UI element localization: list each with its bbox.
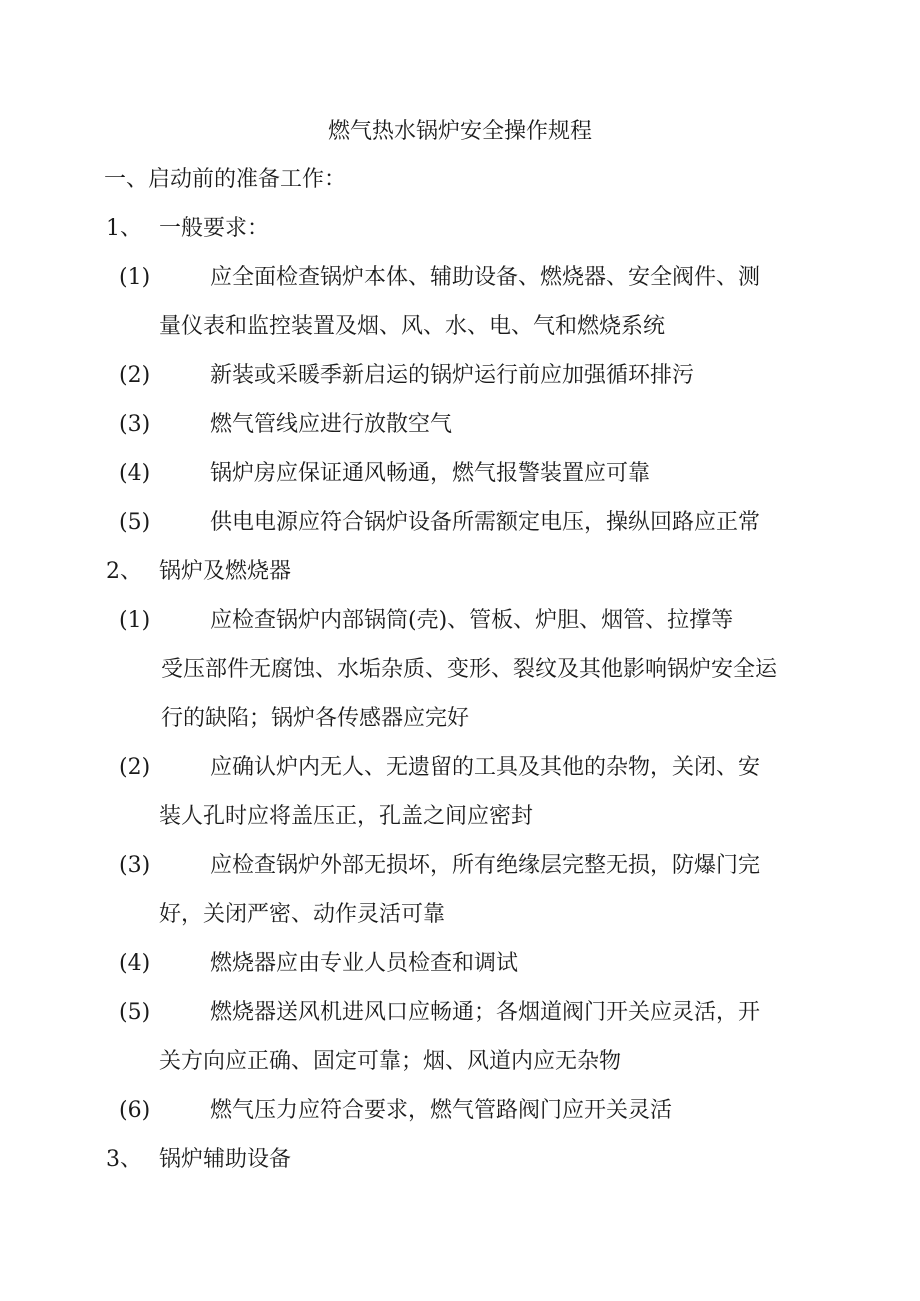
item-number: (1) [119,608,151,633]
item-text: 受压部件无腐蚀、水垢杂质、变形、裂纹及其他影响锅炉安全运 [161,657,778,682]
item-text: 应检查锅炉外部无损坏，所有绝缘层完整无损，防爆门完 [210,853,761,878]
item-text: 供电电源应符合锅炉设备所需额定电压，操纵回路应正常 [210,510,761,535]
item-number: (5) [119,1000,151,1025]
item-text: 新装或采暖季新启运的锅炉运行前应加强循环排污 [210,363,695,388]
item-text: 关方向应正确、固定可靠；烟、风道内应无杂物 [159,1049,622,1074]
item-number: (2) [119,755,151,780]
item-text: 应检查锅炉内部锅筒(壳)、管板、炉胆、烟管、拉撑等 [210,608,734,633]
subsection-title: 锅炉及燃烧器 [159,559,292,584]
subsection-title: 锅炉辅助设备 [159,1147,292,1172]
item-text: 应确认炉内无人、无遗留的工具及其他的杂物，关闭、安 [210,755,761,780]
subsection-number: 2、 [106,559,142,584]
item-number: (3) [119,853,151,878]
subsection-number: 3、 [106,1147,142,1172]
item-text: 燃烧器送风机进风口应畅通；各烟道阀门开关应灵活，开 [210,1000,761,1025]
item-number: (1) [119,265,151,290]
item-text: 燃气管线应进行放散空气 [210,412,453,437]
item-text: 应全面检查锅炉本体、辅助设备、燃烧器、安全阀件、测 [210,265,761,290]
item-number: (4) [119,951,151,976]
item-text: 燃气压力应符合要求，燃气管路阀门应开关灵活 [210,1098,673,1123]
document-title: 燃气热水锅炉安全操作规程 [327,119,592,144]
subsection-number: 1、 [106,216,142,241]
item-number: (3) [119,412,151,437]
item-number: (4) [119,461,151,486]
item-text: 锅炉房应保证通风畅通，燃气报警装置应可靠 [210,461,651,486]
item-text: 装人孔时应将盖压正，孔盖之间应密封 [159,804,534,829]
item-number: (5) [119,510,151,535]
item-text: 行的缺陷；锅炉各传感器应完好 [161,706,470,731]
item-text: 好，关闭严密、动作灵活可靠 [159,902,446,927]
item-text: 量仪表和监控装置及烟、风、水、电、气和燃烧系统 [159,314,666,339]
item-text: 燃烧器应由专业人员检查和调试 [210,951,519,976]
item-number: (6) [119,1098,151,1123]
item-number: (2) [119,363,151,388]
subsection-title: 一般要求： [159,216,270,241]
section-heading: 一、启动前的准备工作： [104,167,347,192]
